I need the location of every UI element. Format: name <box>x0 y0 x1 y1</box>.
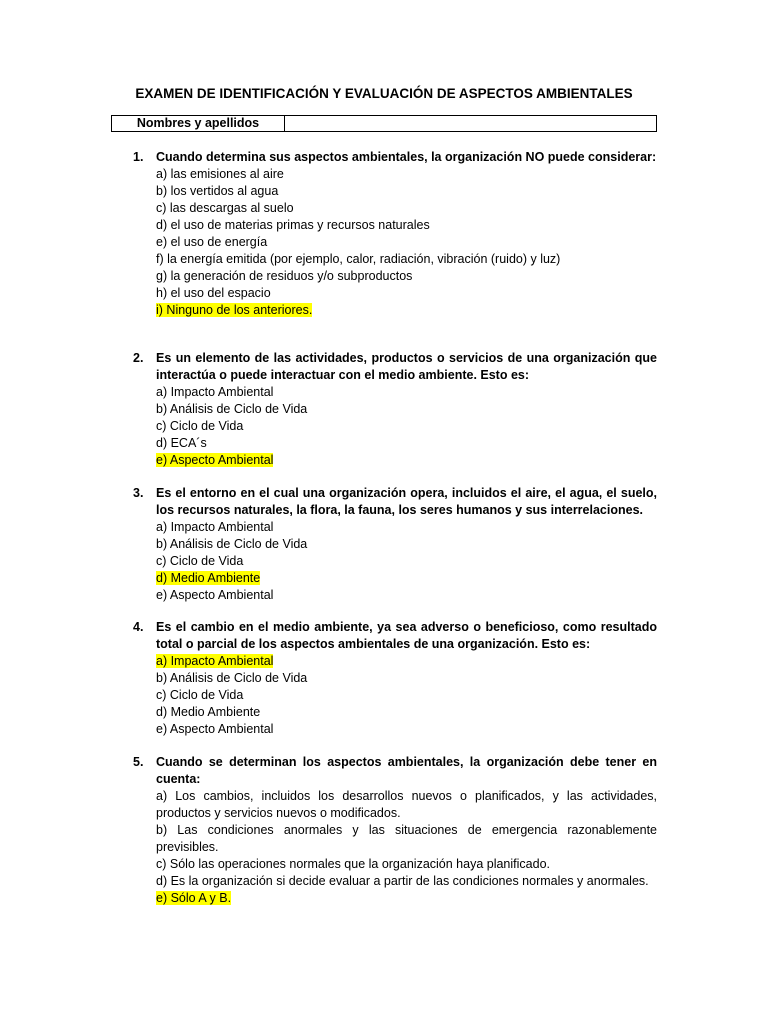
option-c[interactable]: c) Ciclo de Vida <box>156 419 244 433</box>
option-b[interactable]: b) Análisis de Ciclo de Vida <box>156 671 308 685</box>
question-text: Cuando se determinan los aspectos ambientales, la organización debe tener en cuenta: <box>156 755 657 786</box>
option-e[interactable]: e) Aspecto Ambiental <box>156 588 274 602</box>
question-text: Es el entorno en el cual una organización opera, incluidos el aire, el agua, el suelo, los recursos naturales, la flora, la fauna, los seres humanos y sus interrelaciones. <box>156 486 657 517</box>
option-d-answer[interactable]: d) Medio Ambiente <box>156 571 261 585</box>
question-number: 3. <box>133 486 144 500</box>
question-text: Es un elemento de las actividades, productos o servicios de una organización que interactúa o puede interactuar con el medio ambiente. Esto es: <box>156 351 657 382</box>
name-table <box>111 115 657 132</box>
question-number: 4. <box>133 620 144 634</box>
option-d[interactable]: d) Es la organización si decide evaluar a partir de las condiciones normales y anormales. <box>156 874 649 888</box>
option-c[interactable]: c) Sólo las operaciones normales que la organización haya planificado. <box>156 857 550 871</box>
option-d[interactable]: d) el uso de materias primas y recursos naturales <box>156 218 430 232</box>
question-number: 2. <box>133 351 144 365</box>
option-a[interactable]: a) Impacto Ambiental <box>156 385 274 399</box>
option-list <box>156 519 657 604</box>
name-field[interactable] <box>285 116 656 131</box>
option-list <box>156 653 657 738</box>
option-list <box>156 384 657 469</box>
option-f[interactable]: f) la energía emitida (por ejemplo, calor, radiación, vibración (ruido) y luz) <box>156 252 561 266</box>
option-list <box>156 788 657 907</box>
option-c[interactable]: c) las descargas al suelo <box>156 201 294 215</box>
option-c[interactable]: c) Ciclo de Vida <box>156 554 244 568</box>
option-d[interactable]: d) Medio Ambiente <box>156 705 261 719</box>
option-i-answer[interactable]: i) Ninguno de los anteriores. <box>156 303 313 317</box>
question-number: 5. <box>133 755 144 769</box>
option-a-answer[interactable]: a) Impacto Ambiental <box>156 654 274 668</box>
option-list <box>156 166 657 319</box>
question-text: Es el cambio en el medio ambiente, ya sea adverso o beneficioso, como resultado total o parcial de los aspectos ambientales de una organización. Esto es: <box>156 620 657 651</box>
option-a[interactable]: a) Los cambios, incluidos los desarrollos nuevos o planificados, y las actividades, productos y servicios nuevos o modificados. <box>156 789 657 820</box>
option-e[interactable]: e) el uso de energía <box>156 235 268 249</box>
question-text: Cuando determina sus aspectos ambientales, la organización NO puede considerar: <box>156 150 657 164</box>
option-e-answer[interactable]: e) Sólo A y B. <box>156 891 232 905</box>
option-d[interactable]: d) ECA´s <box>156 436 207 450</box>
option-a[interactable]: a) las emisiones al aire <box>156 167 284 181</box>
exam-title: EXAMEN DE IDENTIFICACIÓN Y EVALUACIÓN DE ASPECTOS AMBIENTALES <box>135 86 633 101</box>
option-b[interactable]: b) Las condiciones anormales y las situaciones de emergencia razonablemente previsibles. <box>156 823 657 854</box>
option-b[interactable]: b) los vertidos al agua <box>156 184 279 198</box>
option-g[interactable]: g) la generación de residuos y/o subproductos <box>156 269 413 283</box>
question-number: 1. <box>133 150 144 164</box>
option-h[interactable]: h) el uso del espacio <box>156 286 271 300</box>
option-b[interactable]: b) Análisis de Ciclo de Vida <box>156 402 308 416</box>
option-c[interactable]: c) Ciclo de Vida <box>156 688 244 702</box>
option-a[interactable]: a) Impacto Ambiental <box>156 520 274 534</box>
option-e-answer[interactable]: e) Aspecto Ambiental <box>156 453 274 467</box>
option-b[interactable]: b) Análisis de Ciclo de Vida <box>156 537 308 551</box>
name-label: Nombres y apellidos <box>112 116 285 131</box>
option-e[interactable]: e) Aspecto Ambiental <box>156 722 274 736</box>
